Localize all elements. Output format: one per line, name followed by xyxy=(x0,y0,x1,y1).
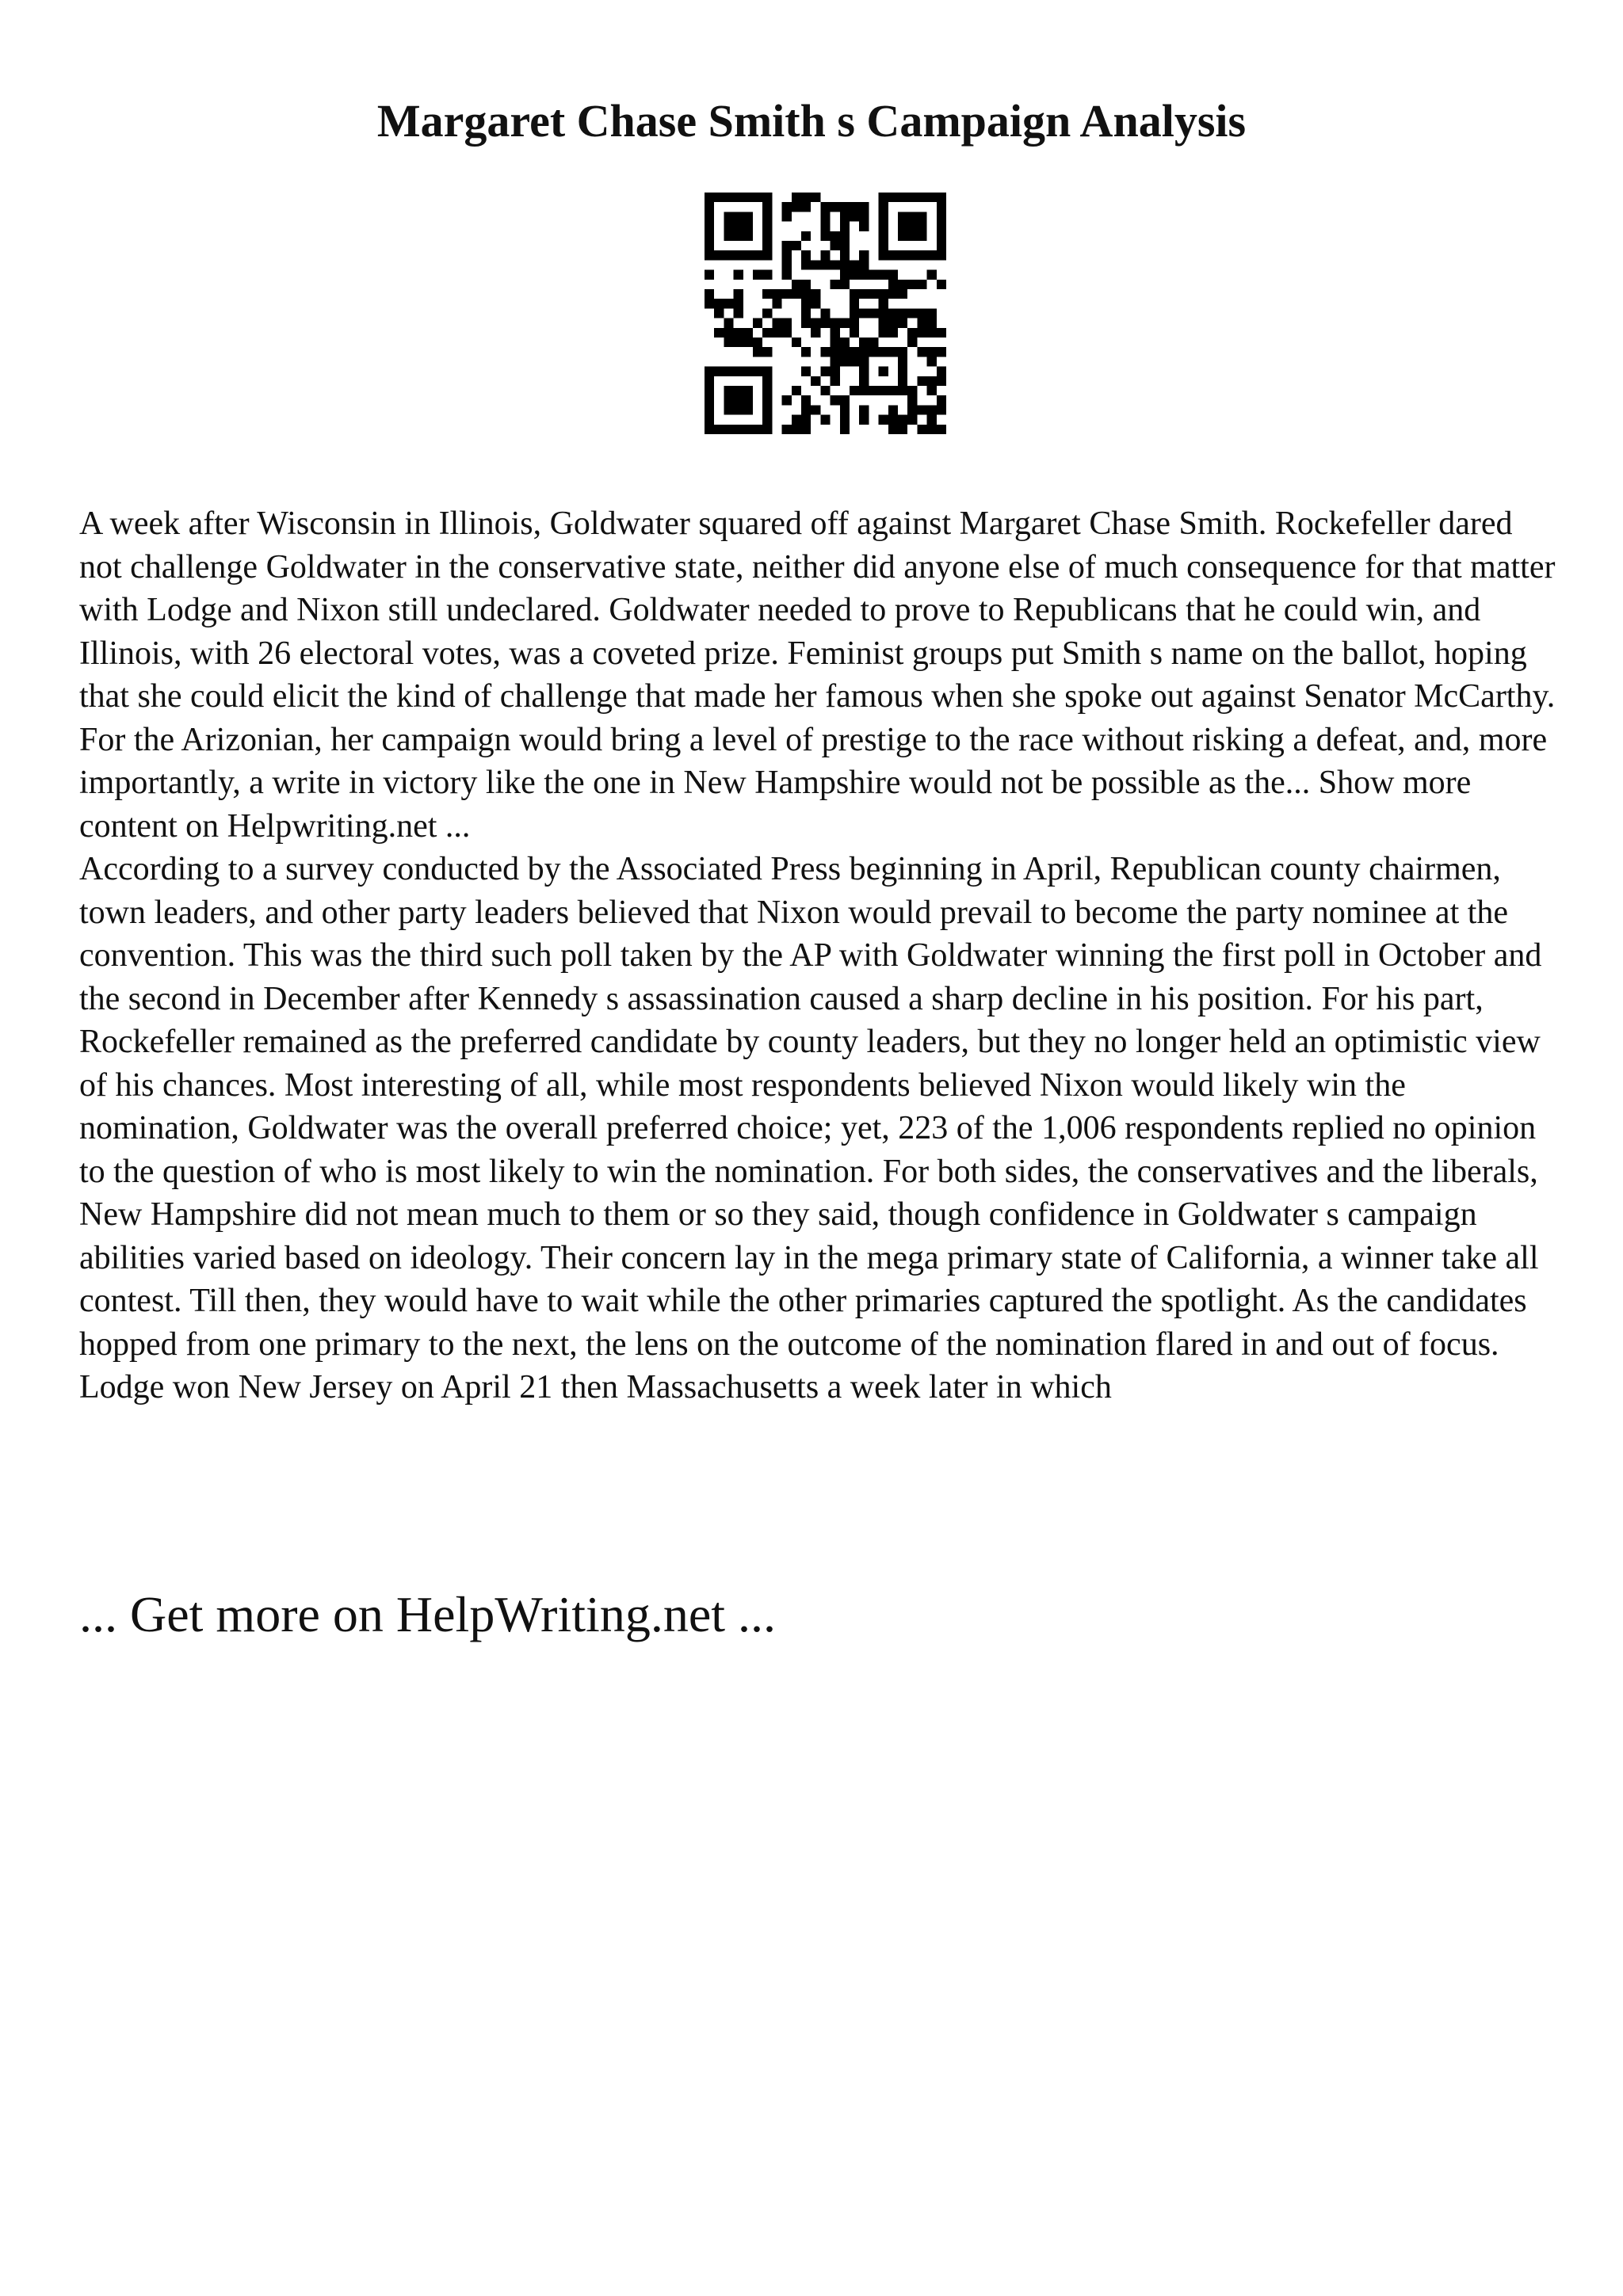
paragraph-2: According to a survey conducted by the Associated Press beginning in April, Republican county chairmen, town leaders, and other party leaders believed that Nixon would prevail to become the party nominee at the convention. This was the third such poll taken by the AP with Goldwater winning the first poll in October and the second in December after Kennedy s assassination caused a sharp decline in his position. For his part, Rockefeller remained as the preferred candidate by county leaders, but they no longer held an optimistic view of his chances. Most interesting of all, while most respondents believed Nixon would likely win the nomination, Goldwater was the overall preferred choice; yet, 223 of the 1,006 respondents replied no opinion to the question of who is most likely to win the nomination. For both sides, the conservatives and the liberals, New Hampshire did not mean much to them or so they said, though confidence in Goldwater s campaign abilities varied based on ideology. Their concern lay in the mega primary state of California, a winner take all contest. Till then, they would have to wait while the other primaries captured the spotlight. As the candidates hopped from one primary to the next, the lens on the outcome of the nomination flared in and out of focus. Lodge won New Jersey on April 21 then Massachusetts a week later in which xyxy=(79,851,1542,1405)
paragraph-1: A week after Wisconsin in Illinois, Goldwater squared off against Margaret Chase Smith. Rockefeller dared not challenge Goldwater in the conservative state, neither did anyone else of much consequence for that matter with Lodge and Nixon still undeclared. Goldwater needed to prove to Republicans that he could win, and Illinois, with 26 electoral votes, was a coveted prize. Feminist groups put Smith s name on the ballot, hoping that she could elicit the kind of challenge that made her famous when she spoke out against Senator McCarthy. For the Arizonian, her campaign would bring a level of prestige to the race without risking a defeat, and, more importantly, a write in victory like the one in New Hampshire would not be possible as the... Show more content on Helpwriting.net ... xyxy=(79,505,1556,845)
page-title: Margaret Chase Smith s Campaign Analysis xyxy=(376,95,1247,147)
article-body xyxy=(79,502,1557,1409)
get-more-link[interactable]: ... Get more on HelpWriting.net ... xyxy=(79,1586,776,1642)
qr-code-icon[interactable] xyxy=(705,193,946,434)
